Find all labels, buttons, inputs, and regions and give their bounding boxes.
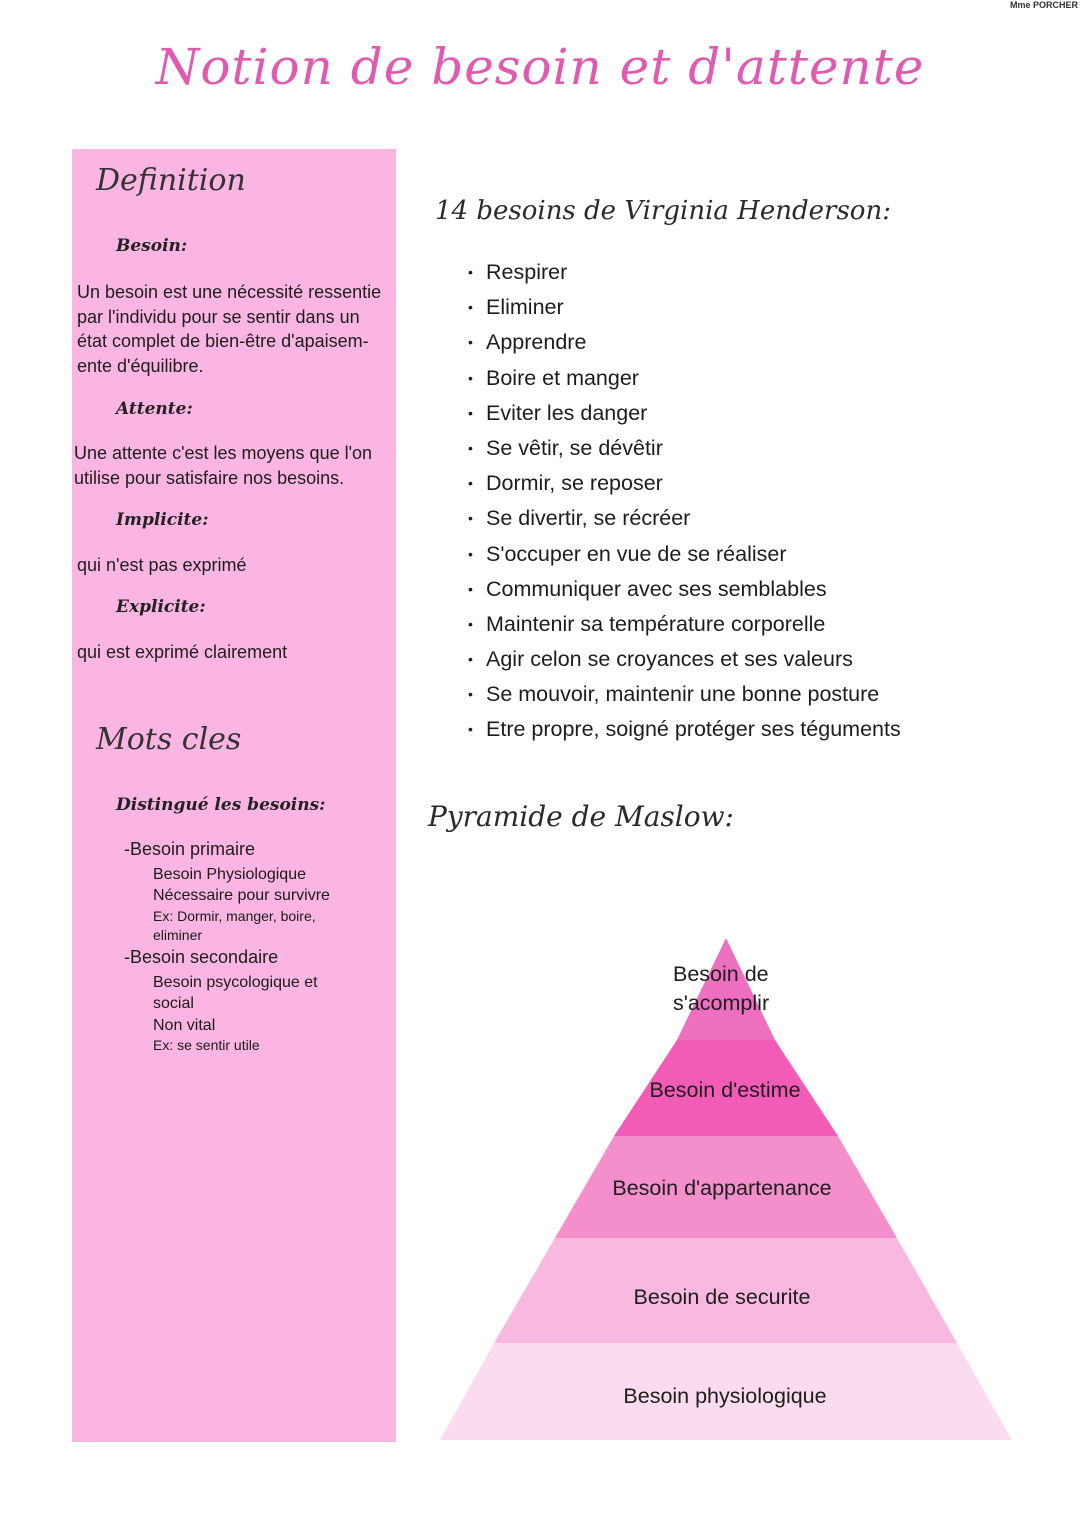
list-item: • S'occuper en vue de se réaliser — [468, 538, 901, 573]
pyramid-label-accomplissement: Besoin de s'acomplir — [673, 962, 770, 1015]
pyramid-label-estime: Besoin d'estime — [649, 1078, 801, 1102]
besoin-definition: Un besoin est une nécessité ressentie par l'individu pour se sentir dans un état complet de bien-être d'apaisem- ente d'équilibre. — [77, 282, 382, 376]
list-item: • Se vêtir, se dévêtir — [468, 432, 901, 467]
list-item: • Agir celon se croyances et ses valeurs — [468, 643, 901, 678]
author-name: Mme PORCHER — [1009, 0, 1078, 10]
besoin-primaire-example: Ex: Dormir, manger, boire, eliminer — [153, 908, 316, 943]
pyramid-label-securite: Besoin de securite — [633, 1285, 811, 1309]
list-item: • Dormir, se reposer — [468, 467, 901, 502]
bullet-icon: • — [468, 475, 473, 492]
besoin-secondaire-line2: social — [153, 995, 194, 1012]
besoin-secondaire-line1: Besoin psycologique et — [153, 974, 318, 991]
maslow-title: Pyramide de Maslow: — [428, 800, 734, 833]
list-item: • Respirer — [468, 256, 901, 291]
definition-heading: Definition — [96, 163, 246, 198]
bullet-icon: • — [468, 369, 473, 386]
besoin-label: Besoin: — [116, 236, 188, 256]
implicite-definition: qui n'est pas exprimé — [77, 555, 247, 575]
implicite-label: Implicite: — [116, 510, 209, 530]
list-item: • Se mouvoir, maintenir une bonne posture — [468, 678, 901, 713]
bullet-icon: • — [468, 404, 473, 421]
distingue-label: Distingué les besoins: — [116, 795, 326, 815]
list-item: • Eliminer — [468, 291, 901, 326]
besoin-secondaire-line3: Non vital — [153, 1017, 216, 1034]
bullet-icon: • — [468, 686, 473, 703]
page-title: Notion de besoin et d'attente — [155, 38, 925, 96]
bullet-icon: • — [468, 299, 473, 316]
bullet-icon: • — [468, 651, 473, 668]
list-item: • Eviter les danger — [468, 397, 901, 432]
attente-label: Attente: — [116, 399, 193, 419]
besoin-secondaire-title: -Besoin secondaire — [124, 947, 279, 967]
bullet-icon: • — [468, 264, 473, 280]
explicite-definition: qui est exprimé clairement — [77, 642, 288, 662]
pyramid-label-physiologique: Besoin physiologique — [623, 1384, 827, 1408]
bullet-icon: • — [468, 439, 473, 456]
henderson-title: 14 besoins de Virginia Henderson: — [435, 196, 891, 226]
bullet-icon: • — [468, 334, 473, 351]
list-item: • Se divertir, se récréer — [468, 502, 901, 537]
list-item: • Boire et manger — [468, 362, 901, 397]
bullet-icon: • — [468, 510, 473, 527]
mots-cles-heading: Mots cles — [96, 722, 242, 757]
list-item: • Apprendre — [468, 326, 901, 361]
bullet-icon: • — [468, 615, 473, 632]
explicite-label: Explicite: — [116, 597, 206, 617]
list-item: • Etre propre, soigné protéger ses téguments — [468, 713, 901, 748]
bullet-icon: • — [468, 721, 473, 738]
besoin-primaire-line2: Nécessaire pour survivre — [153, 887, 330, 904]
list-item: • Maintenir sa température corporelle — [468, 608, 901, 643]
besoin-primaire-line1: Besoin Physiologique — [153, 866, 306, 883]
list-item: • Communiquer avec ses semblables — [468, 573, 901, 608]
bullet-icon: • — [468, 545, 473, 562]
attente-definition: Une attente c'est les moyens que l'on utilise pour satisfaire nos besoins. — [74, 443, 373, 488]
besoin-primaire-title: -Besoin primaire — [124, 839, 256, 859]
bullet-icon: • — [468, 580, 473, 597]
besoin-secondaire-example: Ex: se sentir utile — [153, 1037, 260, 1053]
pyramid-label-appartenance: Besoin d'appartenance — [612, 1176, 832, 1200]
